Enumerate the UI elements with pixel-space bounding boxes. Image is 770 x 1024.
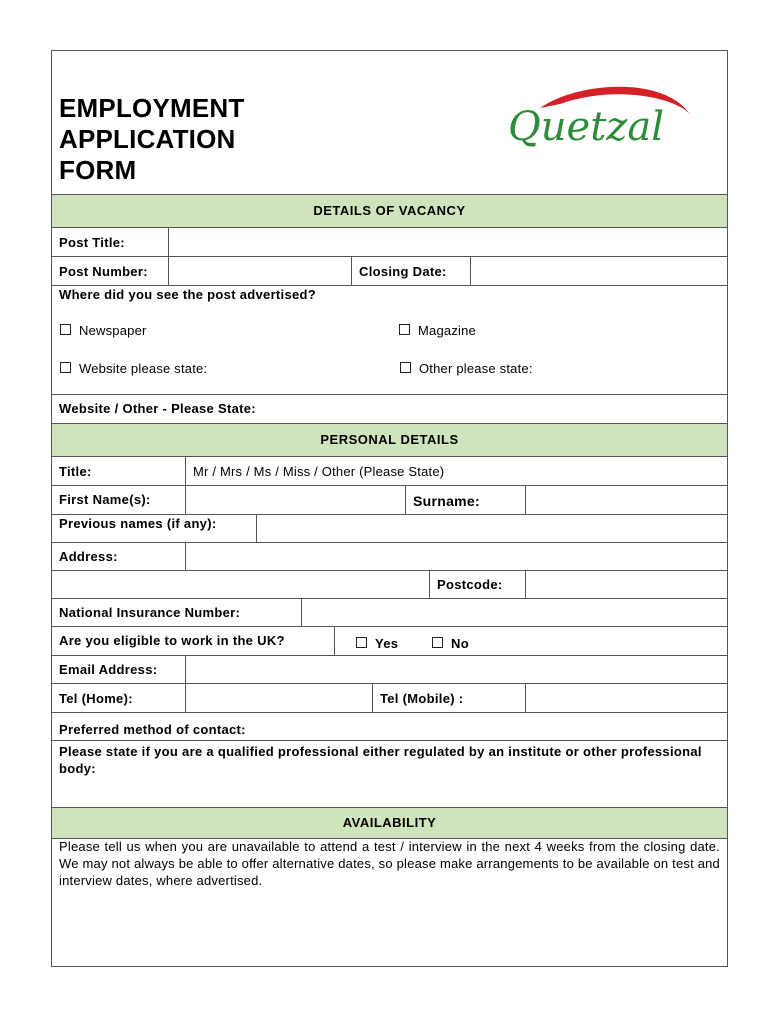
previous-names-field[interactable] <box>257 515 727 542</box>
form-title-line-1: EMPLOYMENT <box>59 93 245 123</box>
professional-body-field[interactable] <box>52 778 727 807</box>
form-title <box>59 93 244 186</box>
logo-swoosh <box>500 78 700 158</box>
divider <box>51 626 728 627</box>
surname-field[interactable] <box>526 486 727 514</box>
website-other-label: Website / Other - Please State: <box>59 401 256 416</box>
closing-date-field[interactable] <box>471 257 727 285</box>
title-options[interactable]: Mr / Mrs / Ms / Miss / Other (Please State) <box>193 464 445 479</box>
newspaper-label: Newspaper <box>79 323 147 338</box>
no-checkbox[interactable] <box>432 637 443 648</box>
availability-field[interactable] <box>52 892 727 966</box>
other-label: Other please state: <box>419 361 533 376</box>
other-checkbox[interactable] <box>400 362 411 373</box>
eligible-yes-option[interactable] <box>356 636 398 651</box>
website-checkbox[interactable] <box>60 362 71 373</box>
magazine-option[interactable] <box>399 323 476 338</box>
divider <box>51 712 728 713</box>
advertised-question: Where did you see the post advertised? <box>59 287 317 302</box>
divider <box>51 285 728 286</box>
first-names-label: First Name(s): <box>59 492 151 507</box>
divider <box>405 485 406 514</box>
post-title-field[interactable] <box>169 228 727 256</box>
postcode-field[interactable] <box>526 571 727 598</box>
form-title-line-2: APPLICATION <box>59 124 236 154</box>
tel-home-field[interactable] <box>186 684 371 712</box>
availability-section-header: AVAILABILITY <box>52 808 727 838</box>
yes-label: Yes <box>375 636 399 651</box>
eligible-label: Are you eligible to work in the UK? <box>59 633 285 648</box>
divider <box>185 456 186 485</box>
address-label: Address: <box>59 549 118 564</box>
divider <box>51 456 728 457</box>
magazine-label: Magazine <box>418 323 476 338</box>
website-option[interactable] <box>60 361 207 376</box>
website-label: Website please state: <box>79 361 208 376</box>
availability-instructions: Please tell us when you are unavailable to attend a test / interview in the next 4 weeks from the closing date. We may not always be able to offer alternative dates, so please make arrangements to be available on test and interview dates, where advertised. <box>59 839 720 888</box>
eligible-no-option[interactable] <box>432 636 469 651</box>
post-title-label: Post Title: <box>59 235 125 250</box>
form-title-line-3: FORM <box>59 155 137 185</box>
divider <box>334 626 335 655</box>
other-option[interactable] <box>400 361 533 376</box>
tel-mobile-field[interactable] <box>526 684 727 712</box>
email-label: Email Address: <box>59 662 158 677</box>
newspaper-option[interactable] <box>60 323 147 338</box>
ni-number-label: National Insurance Number: <box>59 605 241 620</box>
quetzal-logo <box>500 78 700 158</box>
postcode-label: Postcode: <box>437 577 503 592</box>
magazine-checkbox[interactable] <box>399 324 410 335</box>
email-field[interactable] <box>186 656 727 683</box>
professional-body-label: Please state if you are a qualified professional either regulated by an institute or other professional body: <box>59 744 702 776</box>
post-number-field[interactable] <box>169 257 351 285</box>
address-field-line-1[interactable] <box>186 543 727 570</box>
tel-home-label: Tel (Home): <box>59 691 133 706</box>
vacancy-section-header: DETAILS OF VACANCY <box>52 195 727 227</box>
surname-label: Surname: <box>413 493 480 509</box>
divider <box>429 570 430 598</box>
closing-date-label: Closing Date: <box>359 264 447 279</box>
personal-section-header: PERSONAL DETAILS <box>52 424 727 456</box>
preferred-contact-label: Preferred method of contact: <box>59 722 246 737</box>
ni-number-field[interactable] <box>302 599 727 626</box>
title-label: Title: <box>59 464 92 479</box>
yes-checkbox[interactable] <box>356 637 367 648</box>
first-names-field[interactable] <box>186 486 405 514</box>
divider <box>372 683 373 712</box>
divider <box>351 256 352 285</box>
tel-mobile-label: Tel (Mobile) : <box>380 691 464 706</box>
website-other-field[interactable] <box>290 395 727 423</box>
no-label: No <box>451 636 469 651</box>
divider <box>51 740 728 741</box>
post-number-label: Post Number: <box>59 264 148 279</box>
newspaper-checkbox[interactable] <box>60 324 71 335</box>
address-field-line-2[interactable] <box>52 571 428 598</box>
previous-names-label: Previous names (if any): <box>59 516 217 531</box>
logo-text: Quetzal <box>508 104 665 150</box>
